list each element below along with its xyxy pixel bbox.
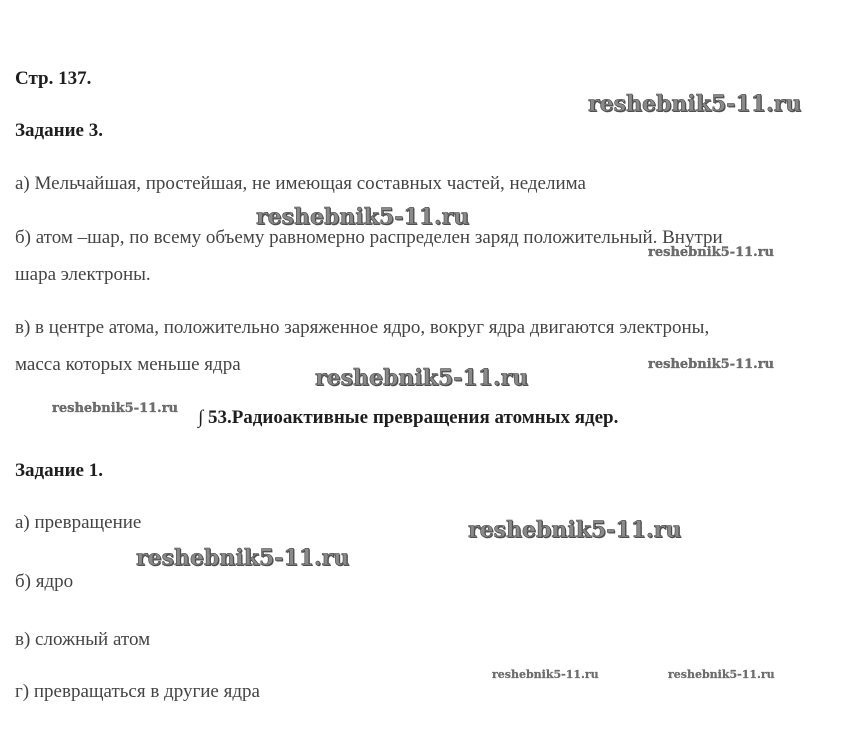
task-1-answer-b: б) ядро: [15, 571, 74, 592]
task-1-answer-a: а) превращение: [15, 512, 142, 533]
watermark: reshebnik5-11.ru: [52, 401, 179, 416]
task-3-answer-b-line-2: шара электроны.: [15, 264, 151, 285]
section-53-title: ∫ 53.Радиоактивные превращения атомных ядер.: [198, 407, 619, 428]
task-3-answer-b-line-1: б) атом –шар, по всему объему равномерно распределен заряд положительный. Внутри: [15, 227, 723, 248]
watermark: reshebnik5-11.ru: [492, 668, 599, 681]
task-1-answer-v: в) сложный атом: [15, 629, 151, 650]
watermark: reshebnik5-11.ru: [468, 517, 682, 543]
task-1-heading: Задание 1.: [15, 460, 103, 481]
watermark: reshebnik5-11.ru: [315, 365, 529, 391]
watermark: reshebnik5-11.ru: [136, 545, 350, 571]
watermark: reshebnik5-11.ru: [648, 245, 775, 260]
watermark: reshebnik5-11.ru: [668, 668, 775, 681]
task-3-heading: Задание 3.: [15, 120, 103, 141]
task-3-answer-v-line-1: в) в центре атома, положительно заряженное ядро, вокруг ядра двигаются электроны,: [15, 317, 710, 338]
task-3-answer-a: а) Мельчайшая, простейшая, не имеющая составных частей, неделима: [15, 173, 586, 194]
task-3-answer-v-line-2: масса которых меньше ядра: [15, 354, 241, 375]
watermark: reshebnik5-11.ru: [588, 91, 802, 117]
task-1-answer-g: г) превращаться в другие ядра: [15, 681, 260, 702]
watermark: reshebnik5-11.ru: [256, 204, 470, 230]
page-number-label: Стр. 137.: [15, 68, 92, 89]
watermark: reshebnik5-11.ru: [648, 357, 775, 372]
